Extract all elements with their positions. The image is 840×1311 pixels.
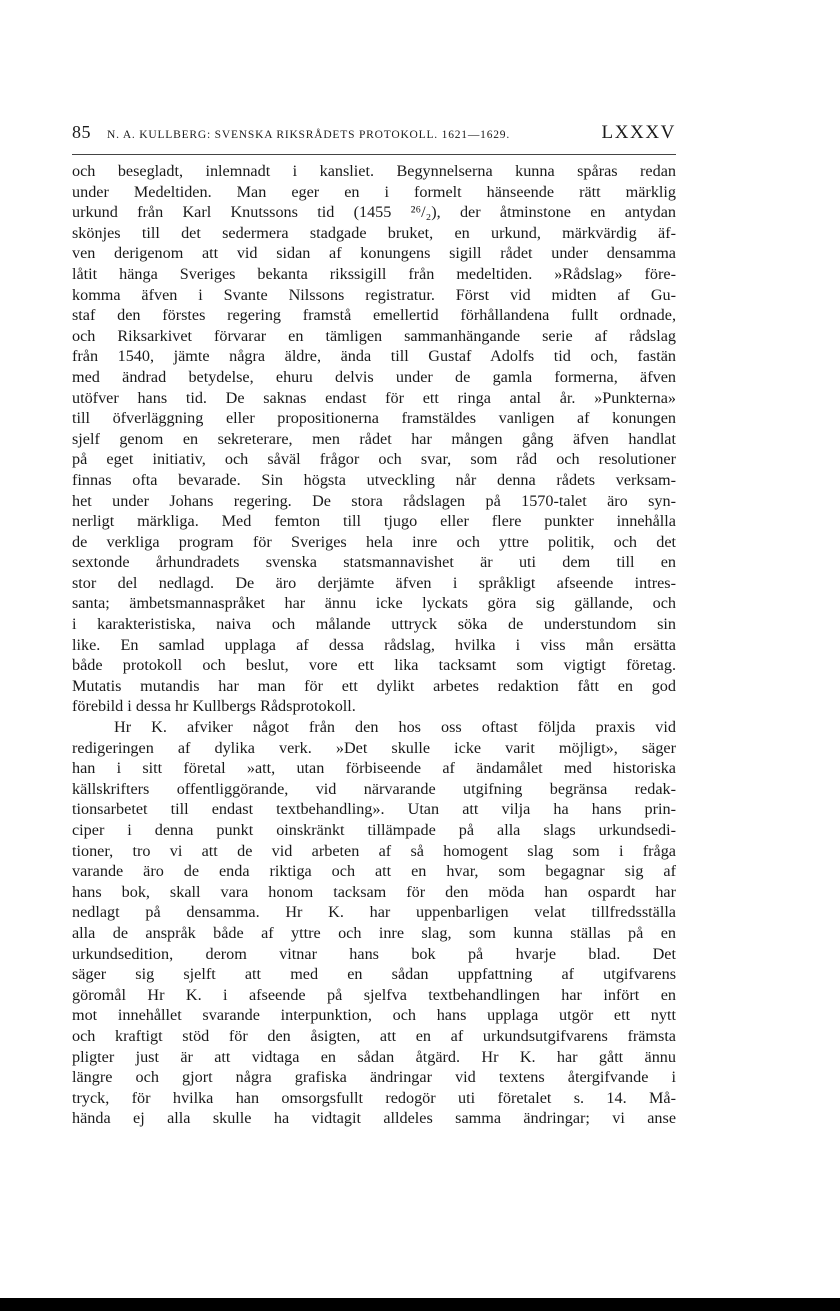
text-line: både protokoll och beslut, vore ett lika tacksamt som vigtigt företag.: [72, 656, 676, 675]
text-line: mot innehållet svarande interpunktion, och hans upplaga utgör ett nytt: [72, 1006, 676, 1025]
text-line: och kraftigt stöd för den åsigten, att en af urkundsutgifvarens främsta: [72, 1026, 676, 1045]
text-line: Hr K. afviker något från den hos oss oftast följda praxis vid: [114, 718, 676, 737]
text-line: låtit hänga Sveriges bekanta rikssigill från medeltiden. »Rådslag» före-: [72, 264, 676, 283]
running-title: N. A. KULLBERG: SVENSKA RIKSRÅDETS PROTOKOLL. 1621—1629.: [107, 129, 511, 141]
text-line: urkund från Karl Knutssons tid (1455 ²⁶/₂), der åtminstone en antydan: [72, 203, 676, 222]
scan-edge-bar: [0, 1298, 840, 1311]
text-line: like. En samlad upplaga af dessa rådslag, hvilka i viss mån ersätta: [72, 635, 676, 654]
text-line: santa; ämbetsmannaspråket har ännu icke lyckats göra sig gällande, och: [72, 594, 676, 613]
text-line: alla de anspråk både af yttre och inre slag, som kunna ställas på en: [72, 923, 676, 942]
text-line: sjelf genom en sekreterare, men rådet har mången gång äfven handlat: [72, 429, 676, 448]
text-line: pligter just är att vidtaga en sådan åtgärd. Hr K. har gått ännu: [72, 1047, 676, 1066]
text-line: ciper i denna punkt oinskränkt tillämpade på alla slags urkundsedi-: [72, 821, 676, 839]
text-line: längre och gjort några grafiska ändringar vid textens återgifvande i: [72, 1068, 676, 1087]
header-rule: [72, 154, 676, 155]
text-line: urkundsedition, derom vitnar hans bok på hvarje blad. Det: [72, 944, 676, 963]
text-line: staf den förstes regering framstå emellertid förhållandena fullt ordnade,: [72, 306, 676, 325]
text-line: nedlagt på densamma. Hr K. har uppenbarligen velat tillfredsställa: [72, 903, 676, 922]
page-header: [72, 122, 676, 146]
text-line: tioner, tro vi att de vid arbeten af så homogent slag som i fråga: [72, 841, 676, 860]
section-numeral: LXXXV: [601, 122, 676, 143]
text-line: förebild i dessa hr Kullbergs Rådsprotokoll.: [72, 697, 356, 716]
text-line: sextonde århundradets svenska statsmannavishet är uti dem till en: [72, 553, 676, 572]
text-line: källskrifters offentliggörande, vid närvarande utgifning begränsa redak-: [72, 779, 676, 798]
text-line: hans bok, skall vara honom tacksam för den möda han ospardt har: [72, 882, 676, 901]
page-number: 85: [72, 122, 91, 142]
text-line: skönjes till det sedermera stadgade bruket, en urkund, märkvärdig äf-: [72, 223, 676, 242]
text-line: hända ej alla skulle ha vidtagit alldeles samma ändringar; vi anse: [72, 1109, 676, 1128]
text-line: varande äro de enda riktiga och att en hvar, som begagnar sig af: [72, 862, 676, 881]
text-line: tionsarbetet till endast textbehandling». Utan att vilja ha hans prin-: [72, 800, 676, 819]
text-line: under Medeltiden. Man eger en i formelt hänseende rätt märklig: [72, 182, 676, 201]
text-line: i karakteristiska, naiva och målande uttryck söka de understundom sin: [72, 615, 676, 634]
text-line: finnas ofta bevarade. Sin högsta utveckling når denna rådets verksam-: [72, 470, 676, 489]
text-line: stor del nedlagd. De äro derjämte äfven i språkligt afseende intres-: [72, 573, 676, 592]
text-line: Mutatis mutandis har man för ett dylikt arbetes redaktion fått en god: [72, 676, 676, 695]
text-line: säger sig sjelft att med en sådan uppfattning af utgifvarens: [72, 965, 676, 984]
text-line: utöfver hans tid. De saknas endast för ett ringa antal år. »Punkterna»: [72, 388, 676, 407]
text-line: redigeringen af dylika verk. »Det skulle icke varit möjligt», säger: [72, 738, 676, 757]
text-line: de verkliga program för Sveriges hela inre och yttre politik, och det: [72, 532, 676, 551]
text-line: nerligt märkliga. Med femton till tjugo eller flere punkter innehålla: [72, 512, 676, 531]
text-line: göromål Hr K. i afseende på sjelfva textbehandlingen har infört en: [72, 985, 676, 1004]
text-line: med ändrad betydelse, ehuru delvis under de gamla formerna, äfven: [72, 367, 676, 386]
text-line: och besegladt, inlemnadt i kansliet. Begynnelserna kunna spåras redan: [72, 162, 676, 180]
text-line: han i sitt företal »att, utan förbiseende af ändamålet med historiska: [72, 759, 676, 778]
text-line: ven derigenom att vid sidan af konungens sigill rådet under densamma: [72, 244, 676, 263]
text-line: från 1540, jämte några äldre, ända till Gustaf Adolfs tid och, fastän: [72, 347, 676, 366]
text-line: till öfverläggning eller propositionerna framstäldes vanligen af konungen: [72, 409, 676, 428]
text-line: och Riksarkivet förvarar en tämligen sammanhängande serie af rådslag: [72, 326, 676, 345]
text-line: på eget initiativ, och såväl frågor och svar, som råd och resolutioner: [72, 450, 676, 469]
text-line: tryck, för hvilka han omsorgsfullt redogör uti företalet s. 14. Må-: [72, 1088, 676, 1107]
text-line: het under Johans regering. De stora rådslagen på 1570-talet äro syn-: [72, 491, 676, 510]
body-text: [72, 161, 676, 1129]
text-line: komma äfven i Svante Nilssons registratur. Först vid midten af Gu-: [72, 285, 676, 304]
